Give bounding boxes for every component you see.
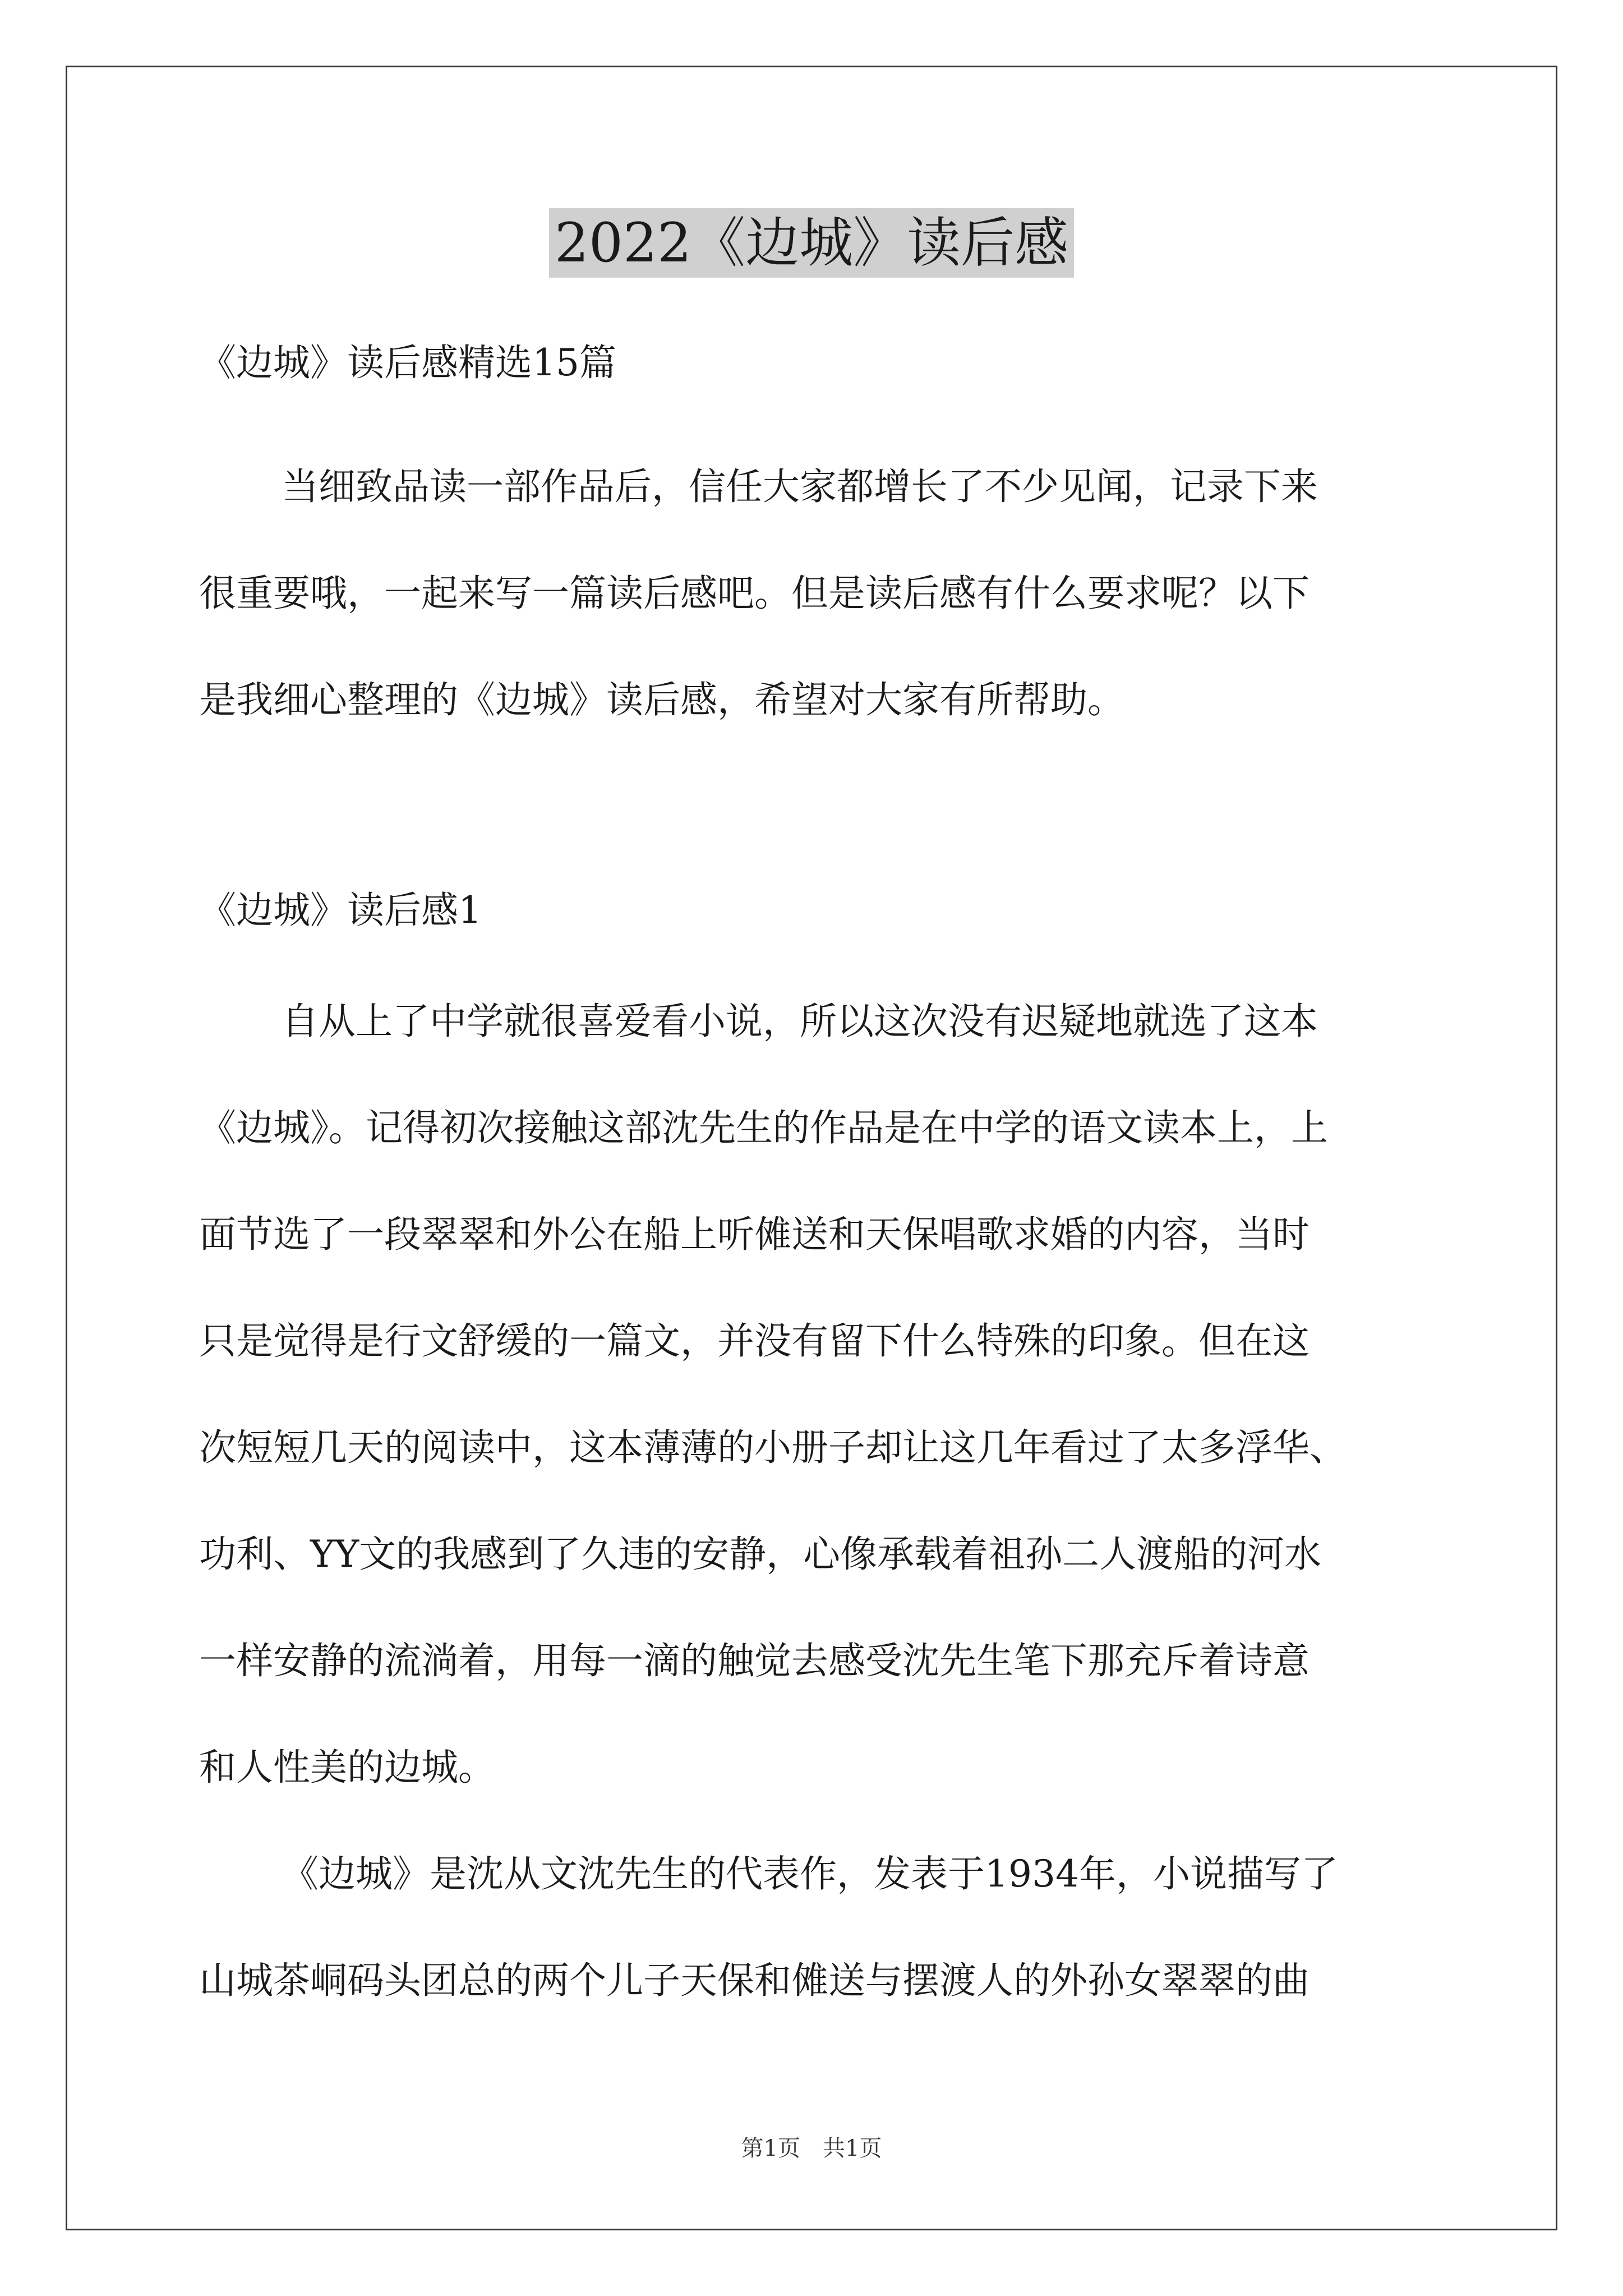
paragraph-line: 自从上了中学就很喜爱看小说，所以这次没有迟疑地就选了这本 [282, 1000, 1318, 1043]
paragraph-line: 《边城》。记得初次接触这部沈先生的作品是在中学的语文读本上，上 [199, 1106, 1328, 1149]
paragraph-line: 只是觉得是行文舒缓的一篇文，并没有留下什么特殊的印象。但在这 [199, 1319, 1310, 1363]
document-title-text: 2022《边城》读后感 [549, 208, 1074, 278]
paragraph-line: 山城茶峒码头团总的两个儿子天保和傩送与摆渡人的外孙女翠翠的曲 [199, 1959, 1310, 2002]
paragraph-line: 《边城》是沈从文沈先生的代表作，发表于1934年，小说描写了 [282, 1852, 1338, 1895]
section-heading: 《边城》读后感1 [199, 889, 482, 932]
paragraph-line: 面节选了一段翠翠和外公在船上听傩送和天保唱歌求婚的内容，当时 [199, 1213, 1310, 1256]
document-subtitle: 《边城》读后感精选15篇 [199, 341, 616, 384]
intro-line: 当细致品读一部作品后，信任大家都增长了不少见闻，记录下来 [282, 465, 1318, 508]
paragraph-line: 一样安静的流淌着，用每一滴的触觉去感受沈先生笔下那充斥着诗意 [199, 1639, 1310, 1682]
intro-line: 很重要哦，一起来写一篇读后感吧。但是读后感有什么要求呢？以下 [199, 572, 1310, 615]
paragraph-line: 功利、YY文的我感到了久违的安静，心像承载着祖孙二人渡船的河水 [199, 1533, 1322, 1576]
intro-line: 是我细心整理的《边城》读后感，希望对大家有所帮助。 [199, 678, 1124, 721]
document-title [0, 204, 1623, 282]
paragraph-line: 和人性美的边城。 [199, 1746, 495, 1789]
page-footer: 第1页 共1页 [741, 2136, 882, 2161]
paragraph-line: 次短短几天的阅读中，这本薄薄的小册子却让这几年看过了太多浮华、 [199, 1426, 1347, 1469]
